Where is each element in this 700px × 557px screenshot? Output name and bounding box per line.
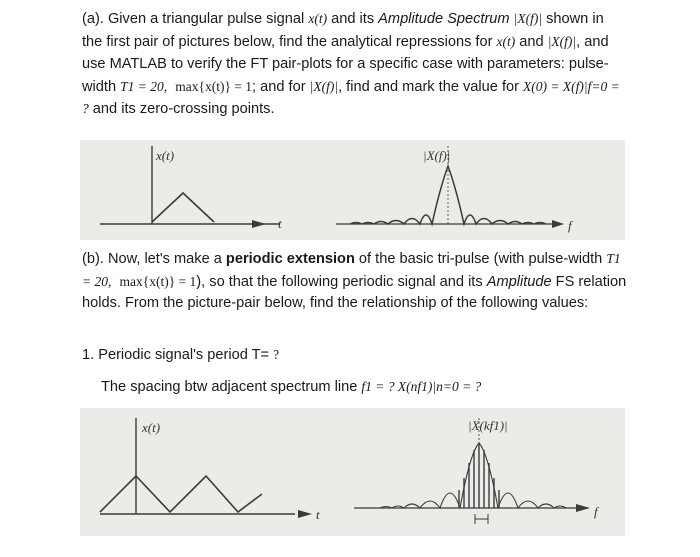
math-max-x-b: max{x(t)} = 1 — [119, 273, 197, 289]
amplitude-term: Amplitude — [486, 273, 552, 290]
part-a-text-1: (a). Given a triangular pulse signal — [82, 11, 309, 27]
part-a-text-4: shown in the first pair of pictures below, find the analytical repressions for — [82, 11, 604, 50]
part-a-text-2: and its — [327, 11, 379, 27]
periodic-x-t-label: x(t) — [142, 420, 161, 435]
triangle-pulse — [152, 193, 214, 222]
part-a-text-6: , and use MATLAB to verify the FT pair-plots for a specific case with parameters: pulse-width — [82, 33, 609, 95]
part-b-text-1: (b). Now, let's make a — [82, 251, 226, 267]
periodic-triangle-wave — [100, 476, 262, 512]
math-max-x: max{x(t)} = 1 — [175, 78, 253, 94]
f-axis-label-b: f — [594, 504, 598, 519]
t-axis-arrow-icon — [252, 220, 266, 228]
math-x-t: x(t) — [308, 11, 328, 26]
spectral-lines — [459, 443, 499, 508]
t-axis-label: t — [278, 216, 282, 231]
question-2-math: f1 = ? X(nf1)|n=0 = ? — [361, 379, 482, 394]
question-1-text: 1. Periodic signal's period T= — [82, 347, 274, 363]
figure-b-periodic-plot — [80, 408, 340, 536]
part-b-text-3: ), so that the following periodic signal and its — [196, 273, 487, 290]
f-axis-label: f — [568, 218, 572, 233]
abs-X-kf1-label: |X(kf1)| — [468, 418, 508, 433]
figure-a-triangle-plot — [80, 138, 330, 244]
amplitude-spectrum-term: Amplitude Spectrum — [378, 11, 510, 27]
t-axis-arrow-b-icon — [298, 510, 312, 518]
question-2-text: The spacing btw adjacent spectrum line — [101, 379, 362, 395]
t-axis-label-b: t — [316, 507, 320, 522]
figure-a-spectrum-plot — [330, 138, 590, 244]
spectrum-envelope — [380, 443, 566, 508]
part-b-text-5: FS relation holds. From the picture-pair below, find the relationship of the following values: — [82, 273, 627, 311]
math-abs-X-f-2: |X(f)| — [547, 33, 577, 49]
question-1-blank: ? — [273, 347, 280, 362]
f-axis-arrow-b-icon — [576, 504, 590, 512]
math-pulse-width-b: T1 = 20, — [82, 251, 621, 289]
part-b-paragraph — [82, 248, 627, 315]
f-axis-arrow-icon — [552, 220, 564, 228]
part-a-paragraph — [82, 8, 627, 121]
abs-X-f-plot-label: |X(f)| — [423, 148, 451, 163]
x-t-plot-label: x(t) — [156, 148, 175, 163]
part-b-text-2: of the basic tri-pulse (with pulse-width — [354, 251, 607, 267]
math-abs-X-f: |X(f)| — [513, 11, 543, 26]
math-pulse-width: T1 = 20, — [120, 78, 168, 94]
math-abs-X-f-3: |X(f)| — [309, 78, 339, 94]
question-2 — [101, 377, 481, 397]
question-1 — [82, 345, 279, 365]
math-x-t-2: x(t) — [496, 33, 516, 49]
math-X-zero: X(0) = X(f)|f=0 = ? — [82, 78, 620, 116]
periodic-extension-term: periodic extension — [225, 251, 355, 267]
part-a-text-8: , find and mark the value for — [338, 78, 524, 95]
part-a-text-5: and — [515, 33, 548, 50]
part-a-text-9: and its zero-crossing points. — [88, 101, 275, 117]
part-a-text-7: ; and for — [252, 78, 310, 95]
figure-b-line-spectrum — [350, 408, 620, 536]
